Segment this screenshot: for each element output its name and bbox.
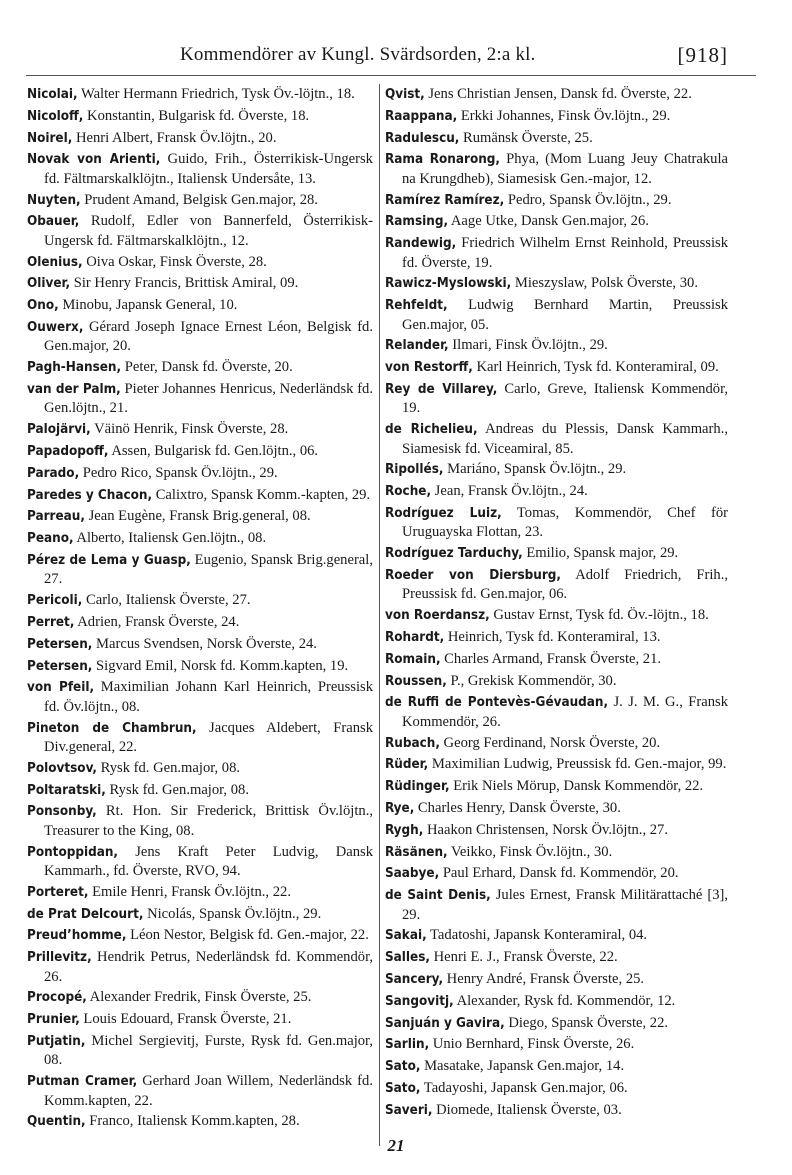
register-entry <box>385 566 728 604</box>
register-entry <box>27 274 373 293</box>
entry-details: Guido, Frih., Österrikisk-Ungersk fd. Fältmarskalklöjtn., Italiensk Undersåte, 13. <box>44 151 373 187</box>
entry-name: Ono, <box>27 298 59 314</box>
entry-name: Rüder, <box>385 757 429 773</box>
register-entry <box>27 948 373 986</box>
entry-details: Phya, (Mom Luang Jeuy Chatrakula na Krungdheb), Siamesisk Gen.-major, 12. <box>402 151 728 187</box>
entry-details: Paul Erhard, Dansk fd. Kommendör, 20. <box>439 865 679 882</box>
entry-name: Sato, <box>385 1059 421 1075</box>
entry-name: Petersen, <box>27 636 93 652</box>
entry-name: Olenius, <box>27 254 83 270</box>
register-entry <box>385 948 728 967</box>
register-entry <box>385 864 728 883</box>
entry-details: Heinrich, Tysk fd. Konteramiral, 13. <box>444 628 661 645</box>
entry-details: Mieszyslaw, Polsk Överste, 30. <box>511 275 698 292</box>
entry-details: Rysk fd. Gen.major, 08. <box>96 759 241 776</box>
register-entry <box>385 650 728 669</box>
entry-name: von Pfeil, <box>27 680 95 696</box>
register-entry <box>27 1072 373 1110</box>
register-entry <box>385 296 728 334</box>
entry-details: Jens Christian Jensen, Dansk fd. Överste, 22. <box>424 86 692 102</box>
register-entry <box>27 1010 373 1029</box>
entry-name: de Ruffi de Pontevès-Gévaudan, <box>385 695 609 711</box>
register-entry <box>385 1057 728 1076</box>
entry-name: Palojärvi, <box>27 422 91 438</box>
register-entry <box>27 926 373 945</box>
entry-details: Gustav Ernst, Tysk fd. Öv.-löjtn., 18. <box>489 607 709 624</box>
register-entry <box>385 212 728 231</box>
entry-name: von Roerdansz, <box>385 608 490 624</box>
entry-details: J. J. M. G., Fransk Kommendör, 26. <box>402 694 728 730</box>
entry-name: Saabye, <box>385 866 440 882</box>
entry-details: P., Grekisk Kommendör, 30. <box>446 672 617 689</box>
register-entry <box>385 274 728 293</box>
entry-name: Räsänen, <box>385 844 448 860</box>
entry-details: Carlo, Greve, Italiensk Kommendör, 19. <box>402 380 728 417</box>
entry-details: Gérard Joseph Ignace Ernest Léon, Belgisk fd. Gen.major, 20. <box>44 318 373 355</box>
register-entry <box>27 442 373 461</box>
entry-name: Parreau, <box>27 509 85 525</box>
entry-name: von Restorff, <box>385 360 473 376</box>
register-entry <box>27 318 373 356</box>
register-entry <box>27 802 373 840</box>
entry-name: Sanjuán y Gavira, <box>385 1015 505 1031</box>
register-entry <box>27 883 373 902</box>
register-entry <box>27 988 373 1007</box>
entry-name: Preud’homme, <box>27 928 127 944</box>
register-entry <box>27 529 373 548</box>
register-entry <box>27 296 373 315</box>
entry-details: Väinö Henrik, Finsk Överste, 28. <box>90 421 289 438</box>
entry-name: Raappana, <box>385 108 458 124</box>
entry-name: Procopé, <box>27 990 87 1006</box>
entry-name: Roussen, <box>385 673 447 689</box>
register-entry <box>385 926 728 945</box>
register-entry <box>27 678 373 716</box>
entry-details: Tomas, Kommendör, Chef för Uruguayska Flottan, 23. <box>402 504 728 541</box>
entry-details: Haakon Christensen, Norsk Öv.löjtn., 27. <box>423 821 668 838</box>
register-entry <box>385 544 728 563</box>
entry-details: Henri E. J., Fransk Överste, 22. <box>429 949 618 966</box>
entry-details: Unio Bernhard, Finsk Överste, 26. <box>429 1036 635 1053</box>
entry-details: Diomede, Italiensk Överste, 03. <box>432 1101 622 1118</box>
register-entry <box>27 635 373 654</box>
entry-details: Calixtro, Spansk Komm.-kapten, 29. <box>152 486 371 503</box>
register-entry <box>385 336 728 355</box>
entry-details: Minobu, Japansk General, 10. <box>58 297 238 314</box>
register-entry <box>385 85 728 104</box>
register-entry <box>27 107 373 126</box>
register-entry <box>27 507 373 526</box>
register-entry <box>385 358 728 377</box>
entry-details: Marcus Svendsen, Norsk Överste, 24. <box>92 635 317 652</box>
entry-name: van der Palm, <box>27 381 121 397</box>
register-entry <box>385 843 728 862</box>
register-entry <box>385 150 728 188</box>
left-column <box>27 85 373 1134</box>
entry-name: Sarlin, <box>385 1037 430 1053</box>
register-entry <box>385 821 728 840</box>
entry-details: Sir Henry Francis, Brittisk Amiral, 09. <box>70 275 299 292</box>
register-entry <box>27 843 373 881</box>
entry-details: Diego, Spansk Överste, 22. <box>504 1014 669 1031</box>
register-entry <box>385 777 728 796</box>
entry-details: Gerhard Joan Willem, Nederländsk fd. Komm.kapten, 22. <box>44 1073 373 1109</box>
entry-name: Poltaratski, <box>27 782 106 798</box>
entry-name: Parado, <box>27 465 80 481</box>
register-entry <box>385 672 728 691</box>
entry-details: Peter, Dansk fd. Överste, 20. <box>121 359 293 376</box>
entry-details: Masatake, Japansk Gen.major, 14. <box>420 1058 625 1075</box>
register-entry <box>27 1032 373 1070</box>
entry-name: Randewig, <box>385 236 457 252</box>
register-entry <box>27 191 373 210</box>
register-entry <box>385 606 728 625</box>
register-entry <box>385 129 728 148</box>
register-entry <box>385 886 728 924</box>
entry-details: Sigvard Emil, Norsk fd. Komm.kapten, 19. <box>92 657 349 674</box>
entry-name: Prunier, <box>27 1012 80 1028</box>
entry-details: Adolf Friedrich, Frih., Preussisk fd. Gen.major, 06. <box>402 566 728 603</box>
register-entry <box>27 253 373 272</box>
entry-details: Erkki Johannes, Finsk Öv.löjtn., 29. <box>457 107 671 124</box>
right-column <box>385 85 728 1123</box>
entry-name: Radulescu, <box>385 130 460 146</box>
entry-details: Henri Albert, Fransk Öv.löjtn., 20. <box>72 129 277 146</box>
entry-name: de Saint Denis, <box>385 888 491 904</box>
entry-details: Adrien, Fransk Överste, 24. <box>74 613 240 630</box>
register-entry <box>27 759 373 778</box>
entry-details: Pedro Rico, Spansk Öv.löjtn., 29. <box>79 464 278 481</box>
entry-details: Rumänsk Överste, 25. <box>459 129 593 146</box>
entry-details: Franco, Italiensk Komm.kapten, 28. <box>85 1113 300 1130</box>
entry-details: Ilmari, Finsk Öv.löjtn., 29. <box>448 337 608 354</box>
entry-details: Jules Ernest, Fransk Militärattaché [3], 29. <box>402 887 729 923</box>
entry-details: Maximilian Ludwig, Preussisk fd. Gen.-major, 99. <box>428 756 727 773</box>
register-entry <box>27 613 373 632</box>
entry-details: Emilio, Spansk major, 29. <box>522 545 679 562</box>
entry-name: Paredes y Chacon, <box>27 487 153 503</box>
register-entry <box>385 628 728 647</box>
entry-details: Walter Hermann Friedrich, Tysk Öv.-löjtn., 18. <box>77 86 355 102</box>
entry-details: Andreas du Plessis, Dansk Kammarh., Siamesisk fd. Viceamiral, 85. <box>402 421 728 457</box>
entry-details: Jean, Fransk Öv.löjtn., 24. <box>431 483 588 500</box>
entry-details: Assen, Bulgarisk fd. Gen.löjtn., 06. <box>108 442 319 459</box>
entry-details: Georg Ferdinand, Norsk Överste, 20. <box>439 734 661 751</box>
entry-name: Roeder von Diersburg, <box>385 567 562 583</box>
register-entry <box>385 482 728 501</box>
register-entry <box>385 799 728 818</box>
entry-name: Pineton de Chambrun, <box>27 720 197 736</box>
entry-name: Polovtsov, <box>27 760 97 776</box>
entry-name: Rehfeldt, <box>385 298 448 314</box>
entry-details: Henry André, Fransk Överste, 25. <box>443 970 645 987</box>
entry-details: Rt. Hon. Sir Frederick, Brittisk Öv.löjtn., Treasurer to the King, 08. <box>44 803 373 839</box>
entry-details: Michel Sergievitj, Furste, Rysk fd. Gen.major, 08. <box>44 1032 373 1069</box>
entry-name: Obauer, <box>27 214 80 230</box>
entry-name: Porteret, <box>27 884 89 900</box>
entry-name: Rüdinger, <box>385 779 450 795</box>
entry-name: Nuyten, <box>27 192 81 208</box>
register-entry <box>27 905 373 924</box>
header-page-number: [918] <box>677 43 728 67</box>
register-entry <box>385 191 728 210</box>
entry-details: Emile Henri, Fransk Öv.löjtn., 22. <box>88 883 291 900</box>
entry-details: Tadatoshi, Japansk Konteramiral, 04. <box>426 927 648 944</box>
register-entry <box>27 719 373 757</box>
footer-page-number: 21 <box>387 1136 405 1155</box>
register-entry <box>385 460 728 479</box>
register-entry <box>385 1101 728 1120</box>
entry-name: Novak von Arienti, <box>27 152 161 168</box>
register-entry <box>27 85 373 104</box>
entry-name: Saveri, <box>385 1102 433 1118</box>
entry-name: Peano, <box>27 531 74 547</box>
header-title: Kommendörer av Kungl. Svärdsorden, 2:a kl. <box>180 44 536 65</box>
entry-name: Perret, <box>27 614 75 630</box>
entry-details: Hendrik Petrus, Nederländsk fd. Kommendör, 26. <box>44 949 373 985</box>
register-entry <box>385 420 728 458</box>
register-entry <box>27 591 373 610</box>
entry-details: Konstantin, Bulgarisk fd. Överste, 18. <box>83 107 310 124</box>
entry-details: Alexander Fredrik, Finsk Överste, 25. <box>86 989 312 1006</box>
entry-details: Jacques Aldebert, Fransk Div.general, 22. <box>44 719 373 755</box>
register-entry <box>27 781 373 800</box>
register-entry <box>385 734 728 753</box>
register-entry <box>385 380 728 418</box>
entry-name: Putman Cramer, <box>27 1074 138 1090</box>
running-header <box>0 44 792 74</box>
entry-details: Rysk fd. Gen.major, 08. <box>105 781 249 798</box>
register-entry <box>27 657 373 676</box>
entry-name: Ouwerx, <box>27 319 84 335</box>
entry-name: Salles, <box>385 950 430 966</box>
entry-details: Maximilian Johann Karl Heinrich, Preussisk fd. Öv.löjtn., 08. <box>44 679 373 715</box>
entry-details: Prudent Amand, Belgisk Gen.major, 28. <box>80 191 318 208</box>
entry-details: Carlo, Italiensk Överste, 27. <box>82 592 251 609</box>
entry-details: Ludwig Bernhard Martin, Preussisk Gen.major, 05. <box>402 297 728 333</box>
entry-name: Rey de Villarey, <box>385 381 498 397</box>
register-entry <box>27 486 373 505</box>
entry-details: Erik Niels Mörup, Dansk Kommendör, 22. <box>449 778 704 795</box>
entry-name: Roche, <box>385 484 432 500</box>
entry-name: Quentin, <box>27 1114 86 1130</box>
entry-details: Tadayoshi, Japansk Gen.major, 06. <box>420 1079 628 1096</box>
entry-name: Ramsing, <box>385 214 449 230</box>
entry-details: Veikko, Finsk Öv.löjtn., 30. <box>447 843 613 860</box>
entry-name: Oliver, <box>27 276 71 292</box>
register-entry <box>27 358 373 377</box>
register-entry <box>385 107 728 126</box>
entry-details: Jean Eugène, Fransk Brig.general, 08. <box>84 508 311 525</box>
entry-details: Alexander, Rysk fd. Kommendör, 12. <box>453 992 676 1009</box>
column-divider <box>379 84 380 1146</box>
entry-name: Rodríguez Luiz, <box>385 505 502 521</box>
register-entry <box>27 551 373 589</box>
entry-name: Rodríguez Tarduchy, <box>385 546 523 562</box>
entry-name: Rohardt, <box>385 629 445 645</box>
entry-details: Alberto, Italiensk Gen.löjtn., 08. <box>73 530 267 547</box>
entry-name: Rye, <box>385 800 415 816</box>
entry-details: Nicolás, Spansk Öv.löjtn., 29. <box>143 905 322 922</box>
entry-details: Charles Henry, Dansk Överste, 30. <box>414 799 621 816</box>
entry-name: Noirel, <box>27 130 73 146</box>
register-entry <box>27 212 373 250</box>
entry-name: Ponsonby, <box>27 804 97 820</box>
register-entry <box>385 992 728 1011</box>
entry-details: Pieter Johannes Henricus, Nederländsk fd. Gen.löjtn., 21. <box>44 380 373 417</box>
entry-name: Sancery, <box>385 971 444 987</box>
entry-name: Ripollés, <box>385 462 444 478</box>
register-entry <box>27 380 373 418</box>
register-entry <box>27 420 373 439</box>
entry-name: Qvist, <box>385 87 425 102</box>
entry-name: de Prat Delcourt, <box>27 906 144 922</box>
entry-details: Mariáno, Spansk Öv.löjtn., 29. <box>443 461 627 478</box>
entry-name: Romain, <box>385 651 441 667</box>
register-entry <box>27 1112 373 1131</box>
entry-name: Rama Ronarong, <box>385 152 501 168</box>
entry-name: Sakai, <box>385 928 427 944</box>
entry-name: Rubach, <box>385 735 440 751</box>
entry-name: Pérez de Lema y Guasp, <box>27 552 191 568</box>
register-entry <box>385 1014 728 1033</box>
register-entry <box>385 1035 728 1054</box>
entry-name: Petersen, <box>27 658 93 674</box>
register-entry <box>385 970 728 989</box>
register-entry <box>27 464 373 483</box>
entry-name: Rygh, <box>385 822 424 838</box>
entry-details: Karl Heinrich, Tysk fd. Konteramiral, 09. <box>472 359 719 376</box>
register-entry <box>385 234 728 272</box>
entry-details: Jens Kraft Peter Ludvig, Dansk Kammarh., fd. Överste, RVO, 94. <box>44 843 373 879</box>
entry-name: de Richelieu, <box>385 422 478 438</box>
register-entry <box>27 129 373 148</box>
entry-name: Pontoppidan, <box>27 844 119 860</box>
entry-name: Nicoloff, <box>27 108 84 124</box>
entry-name: Sangovitj, <box>385 993 454 1009</box>
header-rule <box>26 75 756 76</box>
entry-details: Pedro, Spansk Öv.löjtn., 29. <box>504 191 672 208</box>
entry-name: Nicolai, <box>27 87 78 102</box>
entry-details: Aage Utke, Dansk Gen.major, 26. <box>448 213 649 230</box>
entry-name: Papadopoff, <box>27 443 109 459</box>
entry-details: Léon Nestor, Belgisk fd. Gen.-major, 22. <box>126 927 369 944</box>
register-entry <box>385 504 728 542</box>
entry-name: Ramírez Ramírez, <box>385 192 505 208</box>
entry-name: Putjatin, <box>27 1033 86 1049</box>
entry-details: Friedrich Wilhelm Ernst Reinhold, Preussisk fd. Överste, 19. <box>402 235 728 271</box>
register-entry <box>27 150 373 188</box>
entry-name: Sato, <box>385 1080 421 1096</box>
entry-name: Prillevitz, <box>27 950 92 966</box>
entry-details: Louis Edouard, Fransk Överste, 21. <box>79 1011 292 1028</box>
entry-details: Eugenio, Spansk Brig.general, 27. <box>44 551 373 588</box>
register-entry <box>385 755 728 774</box>
register-entry <box>385 693 728 731</box>
entry-details: Charles Armand, Fransk Överste, 21. <box>440 650 662 667</box>
entry-name: Rawicz-Myslowski, <box>385 276 512 292</box>
entry-details: Oiva Oskar, Finsk Överste, 28. <box>82 253 267 270</box>
entry-name: Pericoli, <box>27 593 83 609</box>
entry-name: Pagh-Hansen, <box>27 360 122 376</box>
register-entry <box>385 1079 728 1098</box>
entry-name: Relander, <box>385 338 449 354</box>
entry-details: Rudolf, Edler von Bannerfeld, Österrikisk-Ungersk fd. Fältmarskalklöjtn., 12. <box>44 213 373 249</box>
